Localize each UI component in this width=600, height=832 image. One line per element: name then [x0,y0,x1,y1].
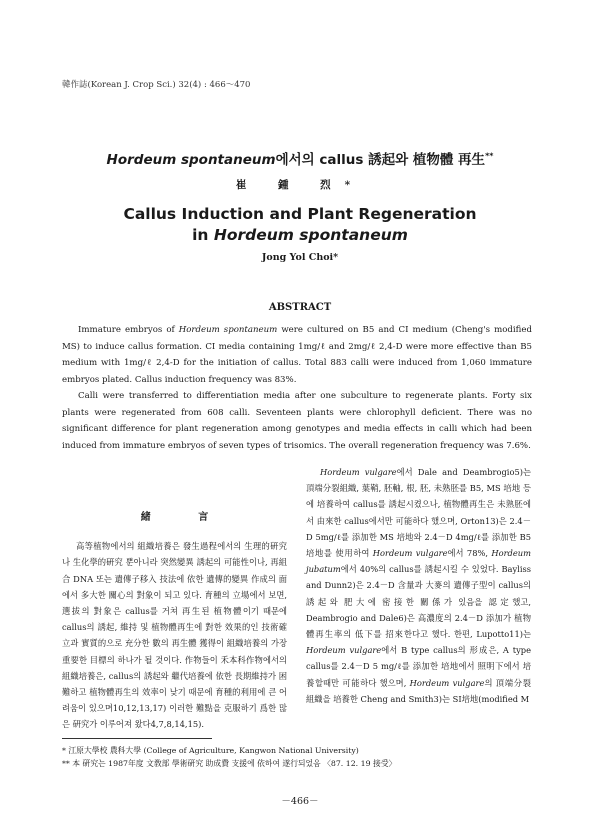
korean-author: 崔 鍾 烈* [235,179,365,191]
species-name: Hordeum vulgare [409,677,485,688]
right-text: 에서 40%의 callus를 誘起시킬 수 있었다. Bayliss and Dunn2)은 2.4－D 含量과 大麥의 遺傳子型이 callus의 誘起와 肥大에 密接한 關係가 있음을 認定했고, Deambrogio and Dale6)은 高濃度의 2.4－D 添加가 植物體再生率의 低下를 招來한다고 했다. 한편, Lupotto11)는 [306,564,531,640]
english-title-prefix: in [192,226,214,244]
species-name: Hordeum vulgare [372,548,448,559]
korean-title-marker: ** [485,151,494,161]
right-text: 에서 Dale and Deambrogio5)는 頂端分裂組織, 葉鞘, 胚軸, 根, 胚, 未熟胚를 B5, MS 培地 등에 培養하여 callus를 誘起시켰으나, 植物體再生은 未熟胚에서 由來한 callus에서만 可能하다 했으며, Orton13)은 2.4－D 5mg/ℓ를 添加한 MS 培地와 2.4－D 4mg/ℓ를 添加한 B5培地를 使用하여 [306,467,531,559]
footnotes [62,744,542,770]
abstract-paragraph-1 [62,322,532,388]
english-author: Jong Yol Choi* [261,252,339,263]
abstract-body [62,322,532,454]
right-column-paragraph [306,464,531,707]
abstract-p1-species: Hordeum spontaneum [178,325,278,335]
footnote-funding: ** 本 硏究는 1987年度 文敎部 學術硏究 助成費 支援에 依하여 遂行되었음 〈87. 12. 19 接受〉 [62,759,397,768]
abstract-p1-text-a: Immature embryos of [78,325,179,335]
english-title-line2 [0,225,600,246]
abstract-p1-text-c: were cultured on B5 and CI medium (Cheng's modified MS) to induce callus formation. CI media containing 1mg/ℓ and 2mg/ℓ 2,4-D were more effective than B5 medium with 1mg/ℓ 2,4-D for the initiation of callus. Total 883 calli were induced from 1,060 immature embryos plated. Callus induction frequency was 83%. [62,325,532,385]
species-name: Hordeum vulgare [306,645,382,656]
english-title-line1: Callus Induction and Plant Regeneration [123,205,477,223]
english-title-species: Hordeum spontaneum [213,226,408,244]
footnote-affiliation: * 江原大學校 農科大學 (College of Agriculture, Kangwon National University) [62,746,359,755]
abstract-paragraph-2: Calli were transferred to differentiation media after one subculture to regenerate plants. Forty six plants were regenerated from 608 calli. Seventeen plants were chlorophyll deficient. There was no significant difference for plant regeneration among genotypes and media effects in calli which had been induced from immature embryos of seven types of trisomics. The overall regeneration frequency was 7.6%. [62,391,532,451]
right-text: 에서 B type callus의 形成은, A type callus를 2.4－D 5 mg/ℓ를 添加한 培地에서 照明下에서 培養할때만 可能하다 했으며, [306,645,531,688]
abstract-heading: ABSTRACT [268,302,332,313]
korean-title-text: 에서의 callus 誘起와 植物體 再生 [275,152,486,168]
species-name: Hordeum vulgare [320,467,397,477]
species-name: Hordeum jubatum [306,548,531,575]
footnote-divider [62,738,212,739]
journal-citation: 韓作誌(Korean J. Crop Sci.) 32(4) : 466～470 [62,80,251,90]
right-text: 의 頂端分裂組織을 培養한 Cheng and Smith3)는 SI培地(modified M [306,677,532,704]
korean-title-species: Hordeum spontaneum [106,152,276,168]
page-number: －466－ [281,796,319,807]
right-text: 에서 78%, [447,548,492,559]
english-title [0,204,600,246]
introduction-heading: 緒 言 [140,512,231,523]
left-column [62,510,287,733]
right-column [306,464,531,707]
introduction-paragraph: 高等植物에서의 組織培養은 發生過程에서의 生理的硏究나 生化學的硏究 뿐아니라 突然變異 誘起의 可能性이나, 再組合 DNA 또는 遺傳子移入 技法에 依한 遺傳的變異 作成의 面에서 多大한 關心의 對象이 되고 있다. 育種의 立場에서 보면, 選拔의 對象은 callus를 거쳐 再生된 植物體이기 때문에 callus의 誘起, 維持 및 植物體再生에 對한 效果的인 技術確立과 實質的으로 充分한 數의 再生體 獲得이 組織培養의 가장 重要한 目標의 하나가 될 것이다. 作物들이 禾本科作物에서의 組織培養은, callus의 誘起와 繼代培養에 依한 長期維持가 困難하고 植物體再生의 效率이 낮기 때문에 育種的利用에 큰 어려움이 있으며10,12,13,17) 이러한 難點을 克服하기 爲한 많은 硏究가 이루어져 왔다4,7,8,14,15). [62,541,287,730]
korean-title [0,148,600,168]
